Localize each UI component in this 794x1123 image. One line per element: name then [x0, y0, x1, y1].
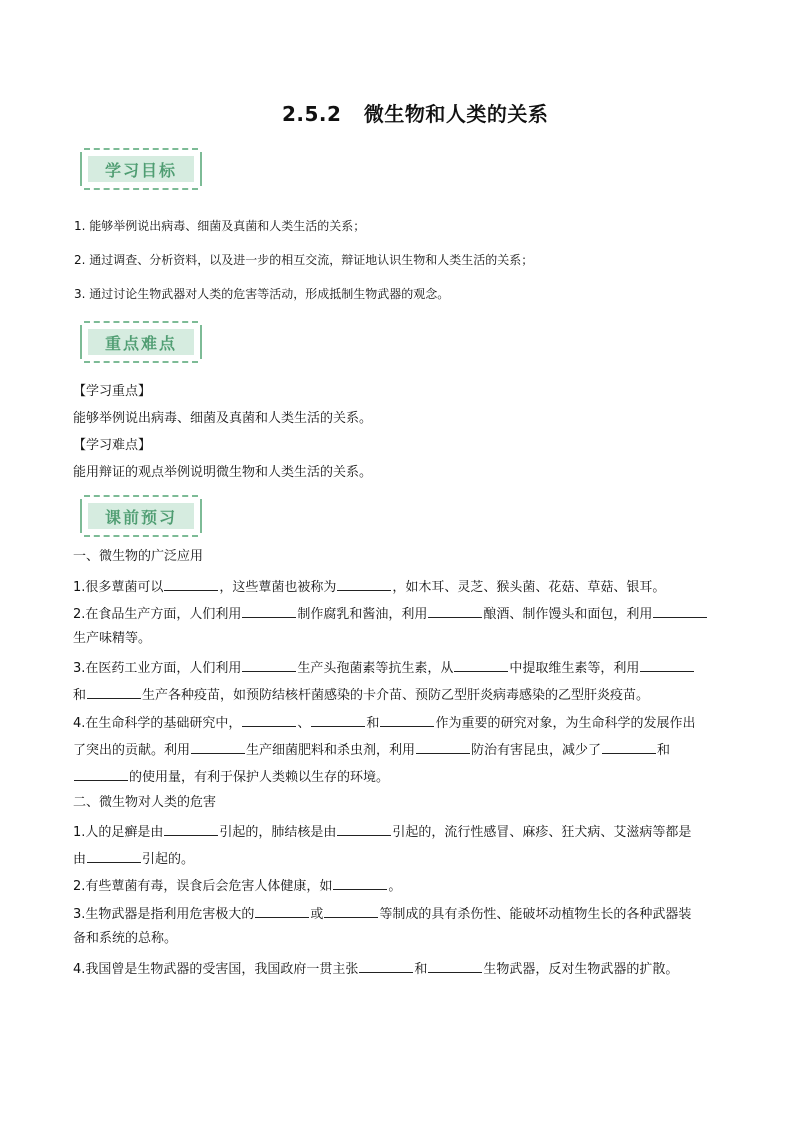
text-segment: 和: [73, 688, 87, 703]
answer-blank[interactable]: [428, 958, 482, 973]
text-segment: 生产头孢菌素等抗生素，从: [297, 661, 454, 676]
answer-blank[interactable]: [337, 576, 391, 591]
part1-q4-cont: [73, 739, 733, 760]
text-segment: 的使用量，有利于保护人类赖以生存的环境。: [129, 770, 390, 785]
text-segment: 或: [310, 907, 324, 922]
page-title: 2.5.2 微生物和人类的关系: [282, 102, 549, 126]
text-segment: ，如木耳、灵芝、猴头菌、花菇、草菇、银耳。: [392, 580, 666, 595]
part1-heading: 一、微生物的广泛应用: [73, 549, 204, 564]
answer-blank[interactable]: [416, 739, 470, 754]
part2-heading: 二、微生物对人类的危害: [73, 795, 217, 810]
section-title-key: 重点难点: [88, 329, 194, 355]
objective-3: 3. 通过讨论生物武器对人类的危害等活动，形成抵制生物武器的观念。: [74, 287, 450, 301]
text-segment: 3.生物武器是指利用危害极大的: [73, 907, 255, 922]
answer-blank[interactable]: [359, 958, 413, 973]
answer-blank[interactable]: [324, 903, 378, 918]
text-segment: 引起的，肺结核是由: [219, 825, 337, 840]
section-title-preview: 课前预习: [88, 503, 194, 529]
text-segment: 引起的。: [142, 852, 195, 867]
text-segment: 防治有害昆虫，减少了: [471, 743, 602, 758]
text-segment: 4.我国曾是生物武器的受害国，我国政府一贯主张: [73, 962, 359, 977]
text-segment: 制作腐乳和酱油，利用: [297, 607, 428, 622]
text-segment: 、: [297, 716, 311, 731]
part2-q3: [73, 903, 733, 924]
section-badge-preview: [80, 499, 202, 533]
answer-blank[interactable]: [74, 766, 128, 781]
part2-q2: [73, 875, 733, 896]
answer-blank[interactable]: [380, 712, 434, 727]
text-segment: 和: [366, 716, 380, 731]
text-segment: 2.在食品生产方面，人们利用: [73, 607, 242, 622]
answer-blank[interactable]: [337, 821, 391, 836]
answer-blank[interactable]: [242, 603, 296, 618]
part1-q1: [73, 576, 733, 597]
part2-q4: [73, 958, 733, 979]
part2-q1-cont: [73, 848, 733, 869]
text-segment: 等制成的具有杀伤性、能破坏动植物生长的各种武器装: [379, 907, 692, 922]
text-segment: 作为重要的研究对象，为生命科学的发展作出: [435, 716, 696, 731]
answer-blank[interactable]: [311, 712, 365, 727]
text-segment: 生产细菌肥料和杀虫剂，利用: [246, 743, 416, 758]
objective-1: 1. 能够举例说出病毒、细菌及真菌和人类生活的关系；: [74, 219, 366, 233]
section-title-objectives: 学习目标: [88, 156, 194, 182]
answer-blank[interactable]: [164, 821, 218, 836]
objective-2: 2. 通过调查、分析资料，以及进一步的相互交流，辩证地认识生物和人类生活的关系；: [74, 253, 534, 267]
focus-text: 能够举例说出病毒、细菌及真菌和人类生活的关系。: [73, 411, 373, 426]
text-segment: 生产各种疫苗，如预防结核杆菌感染的卡介苗、预防乙型肝炎病毒感染的乙型肝炎疫苗。: [142, 688, 650, 703]
answer-blank[interactable]: [454, 657, 508, 672]
answer-blank[interactable]: [640, 657, 694, 672]
text-segment: 生物武器，反对生物武器的扩散。: [483, 962, 679, 977]
answer-blank[interactable]: [653, 603, 707, 618]
difficulty-label: 【学习难点】: [73, 438, 152, 453]
text-segment: 2.有些蕈菌有毒，误食后会危害人体健康，如: [73, 879, 333, 894]
answer-blank[interactable]: [255, 903, 309, 918]
answer-blank[interactable]: [87, 684, 141, 699]
part1-q4: [73, 712, 733, 733]
answer-blank[interactable]: [602, 739, 656, 754]
text-segment: 4.在生命科学的基础研究中，: [73, 716, 242, 731]
text-segment: ，这些蕈菌也被称为: [219, 580, 337, 595]
part1-q4-cont2: [73, 766, 733, 787]
text-segment: 1.很多蕈菌可以: [73, 580, 164, 595]
part1-q2: [73, 603, 733, 624]
text-segment: 和: [414, 962, 428, 977]
text-segment: 。: [388, 879, 402, 894]
text-segment: 3.在医药工业方面，人们利用: [73, 661, 242, 676]
answer-blank[interactable]: [164, 576, 218, 591]
answer-blank[interactable]: [242, 712, 296, 727]
part1-q3: [73, 657, 733, 678]
answer-blank[interactable]: [191, 739, 245, 754]
text-segment: 由: [73, 852, 87, 867]
text-segment: 引起的，流行性感冒、麻疹、狂犬病、艾滋病等都是: [392, 825, 692, 840]
text-segment: 酿酒、制作馒头和面包，利用: [483, 607, 653, 622]
part2-q1: [73, 821, 733, 842]
answer-blank[interactable]: [87, 848, 141, 863]
answer-blank[interactable]: [333, 875, 387, 890]
text-segment: 中提取维生素等，利用: [509, 661, 640, 676]
answer-blank[interactable]: [242, 657, 296, 672]
text-segment: 1.人的足癣是由: [73, 825, 164, 840]
part1-q2-cont: 生产味精等。: [73, 631, 152, 646]
answer-blank[interactable]: [428, 603, 482, 618]
text-segment: 和: [657, 743, 671, 758]
section-badge-objectives: [80, 152, 202, 186]
section-badge-key: [80, 325, 202, 359]
text-segment: 了突出的贡献。利用: [73, 743, 191, 758]
focus-label: 【学习重点】: [73, 384, 152, 399]
part1-q3-cont: [73, 684, 733, 705]
difficulty-text: 能用辩证的观点举例说明微生物和人类生活的关系。: [73, 465, 373, 480]
part2-q3-cont: 备和系统的总称。: [73, 931, 178, 946]
